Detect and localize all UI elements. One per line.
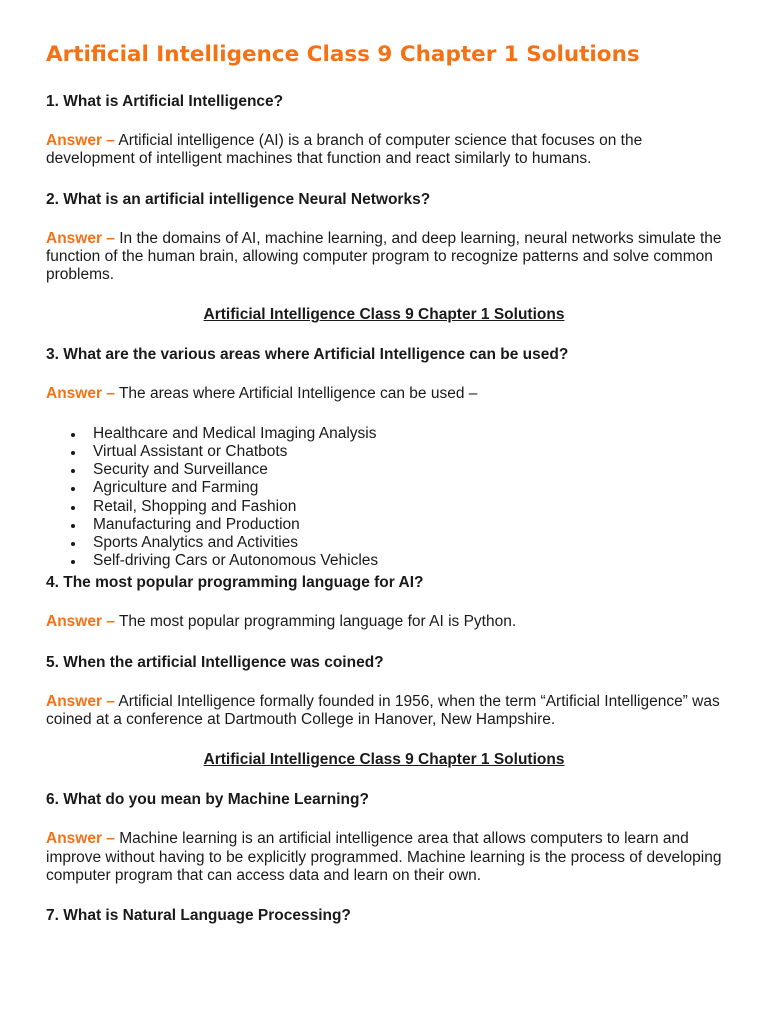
list-item: Retail, Shopping and Fashion: [46, 498, 722, 516]
document-page: [46, 40, 722, 946]
question-3: 3. What are the various areas where Artificial Intelligence can be used?: [46, 346, 569, 364]
section-heading: Artificial Intelligence Class 9 Chapter 1 Solutions: [203, 751, 565, 769]
list-item: Self-driving Cars or Autonomous Vehicles: [46, 552, 722, 570]
answer-2: [46, 230, 722, 285]
answer-text: Machine learning is an artificial intelligence area that allows computers to learn and improve without having to be explicitly programmed. Machine learning is the process of developing computer program that can access data and learn on their own.: [46, 830, 722, 884]
question-1: 1. What is Artificial Intelligence?: [46, 93, 284, 110]
answer-label: Answer –: [46, 385, 115, 403]
list-item: Security and Surveillance: [46, 461, 722, 479]
answer-text: The areas where Artificial Intelligence can be used –: [118, 385, 478, 403]
answer-label: Answer –: [46, 613, 115, 631]
list-item: Sports Analytics and Activities: [46, 534, 722, 552]
answer-text: Artificial intelligence (AI) is a branch of computer science that focuses on the development of intelligent machines that function and react similarly to humans.: [46, 132, 643, 168]
list-item: Agriculture and Farming: [46, 479, 722, 497]
answer-text: Artificial Intelligence formally founded in 1956, when the term “Artificial Intelligence” was coined at a conference at Dartmouth College in Hanover, New Hampshire.: [46, 692, 720, 728]
answer-text: In the domains of AI, machine learning, and deep learning, neural networks simulate the function of the human brain, allowing computer program to recognize patterns and solve common problems.: [46, 229, 722, 284]
page-title: Artificial Intelligence Class 9 Chapter 1 Solutions: [46, 42, 640, 67]
section-heading: Artificial Intelligence Class 9 Chapter 1 Solutions: [203, 306, 565, 324]
answer-6: [46, 830, 722, 885]
list-item: Manufacturing and Production: [46, 516, 722, 534]
ai-areas-list-wrap: [46, 425, 722, 571]
answer-4: [46, 613, 722, 631]
answer-3: [46, 385, 722, 403]
question-5: 5. When the artificial Intelligence was coined?: [46, 653, 384, 671]
answer-label: Answer –: [46, 229, 115, 247]
answer-label: Answer –: [46, 830, 115, 848]
answer-1: [46, 132, 722, 169]
ai-areas-list: [46, 425, 722, 571]
list-item: Virtual Assistant or Chatbots: [46, 443, 722, 461]
list-item: Healthcare and Medical Imaging Analysis: [46, 425, 722, 443]
question-6: 6. What do you mean by Machine Learning?: [46, 791, 369, 809]
answer-text: The most popular programming language for AI is Python.: [118, 613, 517, 631]
answer-label: Answer –: [46, 132, 115, 149]
answer-label: Answer –: [46, 692, 115, 710]
question-4: 4. The most popular programming language for AI?: [46, 574, 424, 592]
question-2: 2. What is an artificial intelligence Neural Networks?: [46, 190, 431, 208]
answer-5: [46, 693, 722, 730]
question-7: 7. What is Natural Language Processing?: [46, 907, 351, 925]
